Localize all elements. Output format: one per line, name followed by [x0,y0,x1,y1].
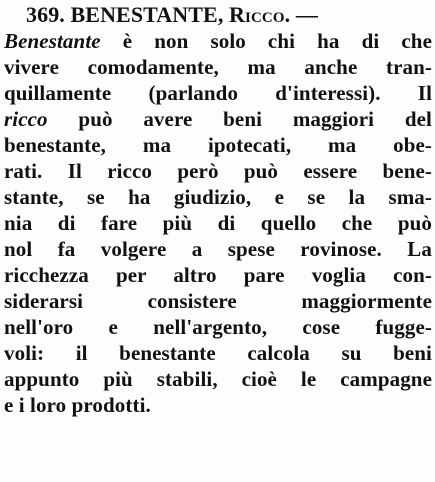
body-line [4,314,432,340]
body-line [4,262,432,288]
body-line [4,236,432,262]
body-text: stante, se ha giudizio, e se la sma- [4,185,432,209]
body-line [4,184,432,210]
body-text: vivere comodamente, ma anche tran- [4,55,432,79]
body-text: nia di fare più di quello che può [4,211,432,235]
body-text: può avere beni maggiori del [47,107,432,131]
body-line [4,210,432,236]
body-line [4,106,432,132]
body-line [4,366,432,392]
body-text: benestante, ma ipotecati, ma obe- [4,133,432,157]
entry-number: 369. [26,2,65,27]
entry-synonym: Ricco. [229,2,291,27]
entry-dash: — [295,2,318,27]
body-text: rati. Il ricco però può essere bene- [4,159,432,183]
body-text: e i loro prodotti. [4,393,151,417]
body-line [4,288,432,314]
body-line-last [4,392,432,418]
body-line [4,340,432,366]
body-line [4,54,432,80]
body-text: nol fa volgere a spese rovinose. La [4,237,432,261]
body-text: voli: il benestante calcola su beni [4,341,432,365]
body-text: siderarsi consistere maggiormente [4,289,432,313]
body-text: nell'oro e nell'argento, cose fugge- [4,315,432,339]
body-line [4,132,432,158]
entry-headword: BENESTANTE, [70,2,224,27]
body-text: Benestante [4,29,101,53]
body-text: ricchezza per altro pare voglia con- [4,263,432,287]
body-text: è non solo chi ha di che [100,29,432,53]
entry-heading [26,2,426,28]
body-line [4,158,432,184]
body-text: ricco [4,107,48,131]
body-text: quillamente (parlando d'interessi). Il [4,81,432,105]
body-line [4,28,432,54]
body-line [4,80,432,106]
body-text: appunto più stabili, cioè le campagne [4,367,432,391]
